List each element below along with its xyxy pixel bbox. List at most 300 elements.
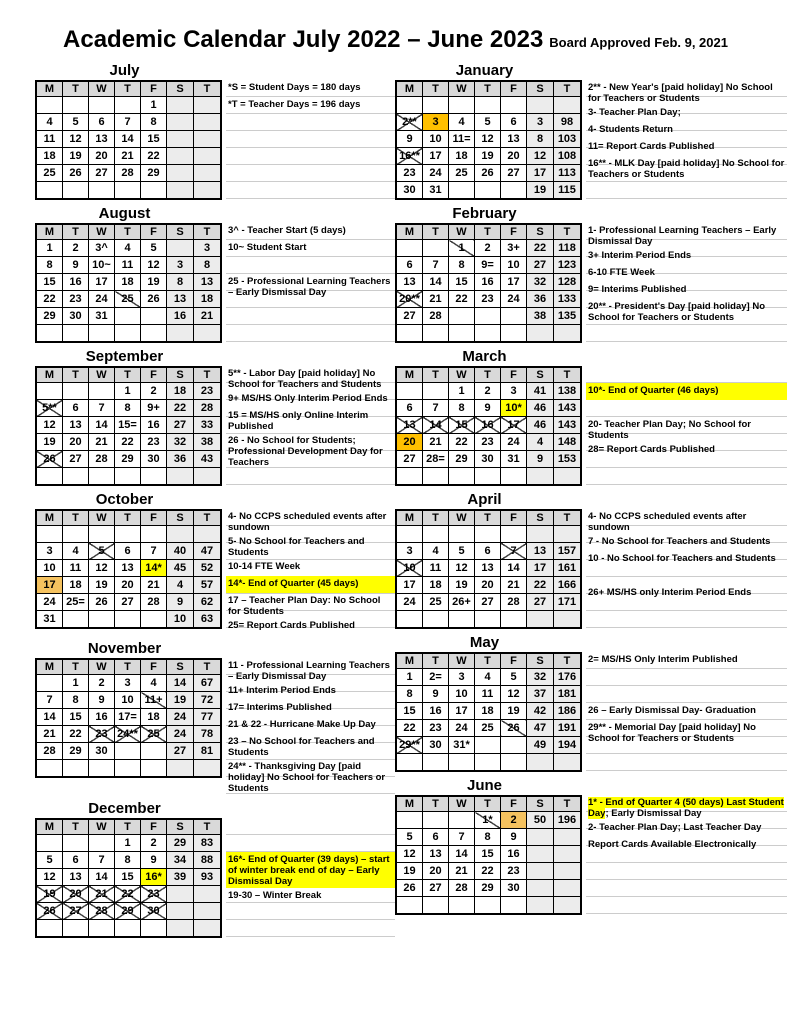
day-cell: 11+	[141, 692, 167, 709]
calendar-note: 5** - Labor Day [paid holiday] No School for Teachers and Students	[228, 368, 382, 390]
day-cell: 15	[396, 703, 423, 720]
teacher-days-cell: 28	[194, 400, 222, 417]
day-cell: 30	[141, 903, 167, 920]
teacher-days-cell	[554, 97, 582, 114]
day-cell: 27	[63, 451, 89, 468]
day-header-cell: S	[167, 819, 194, 835]
day-cell: 30	[141, 451, 167, 468]
day-cell	[89, 611, 115, 629]
teacher-days-cell	[194, 165, 222, 182]
day-cell: 9+	[141, 400, 167, 417]
teacher-days-cell: 52	[194, 560, 222, 577]
day-cell: 12	[501, 686, 527, 703]
calendar-note: 6-10 FTE Week	[588, 267, 655, 278]
month-title: March	[462, 348, 507, 365]
day-cell: 5	[89, 543, 115, 560]
day-cell: 1	[63, 675, 89, 692]
day-cell: 23	[141, 886, 167, 903]
day-cell: 20	[475, 577, 501, 594]
day-header-cell: T	[115, 224, 141, 240]
day-cell: 12	[396, 846, 423, 863]
student-days-cell: 39	[167, 869, 194, 886]
day-header-cell: M	[396, 796, 423, 812]
student-days-cell: 24	[167, 709, 194, 726]
day-cell	[423, 97, 449, 114]
student-days-cell: 8	[527, 131, 554, 148]
day-cell	[501, 526, 527, 543]
week-row	[36, 560, 221, 577]
month-body	[395, 652, 787, 772]
day-cell	[141, 920, 167, 938]
day-cell: 26	[36, 451, 63, 468]
day-cell: 19	[396, 863, 423, 880]
day-cell: 27	[501, 165, 527, 182]
day-cell: 1	[396, 669, 423, 686]
teacher-days-cell: 98	[554, 114, 582, 131]
day-cell	[89, 526, 115, 543]
day-cell: 29	[115, 451, 141, 468]
day-header-cell: W	[449, 367, 475, 383]
day-cell	[501, 897, 527, 915]
month-body	[35, 80, 395, 200]
teacher-days-cell	[554, 468, 582, 486]
week-row	[396, 526, 581, 543]
student-days-cell	[167, 325, 194, 343]
day-header-cell: T	[475, 796, 501, 812]
week-row	[396, 720, 581, 737]
day-cell: 29**	[396, 737, 423, 754]
day-header-row	[36, 659, 221, 675]
day-header-cell: T	[194, 819, 222, 835]
day-header-cell: M	[396, 81, 423, 97]
week-row	[36, 835, 221, 852]
day-header-cell: T	[63, 510, 89, 526]
day-cell: 8	[36, 257, 63, 274]
day-cell	[141, 325, 167, 343]
day-cell: 9	[475, 400, 501, 417]
teacher-days-cell: 133	[554, 291, 582, 308]
calendar-note: 19-30 – Winter Break	[228, 890, 322, 901]
day-cell: 8	[63, 692, 89, 709]
day-cell: 31	[423, 182, 449, 200]
day-cell: 23	[141, 434, 167, 451]
day-cell: 25=	[63, 594, 89, 611]
day-cell: 15	[475, 846, 501, 863]
day-header-cell: M	[36, 510, 63, 526]
day-cell: 23	[89, 726, 115, 743]
student-days-cell	[527, 611, 554, 629]
student-days-cell: 38	[527, 308, 554, 325]
day-cell	[475, 182, 501, 200]
day-cell	[449, 526, 475, 543]
day-header-cell: S	[527, 81, 554, 97]
day-header-cell: S	[527, 510, 554, 526]
day-cell: 4	[423, 543, 449, 560]
day-cell: 20	[396, 434, 423, 451]
day-header-cell: T	[63, 224, 89, 240]
day-cell: 8	[115, 400, 141, 417]
day-cell: 16	[475, 274, 501, 291]
day-cell: 22	[449, 434, 475, 451]
day-cell	[449, 468, 475, 486]
day-cell	[396, 240, 423, 257]
week-row	[36, 675, 221, 692]
day-cell: 9	[501, 829, 527, 846]
day-cell	[36, 526, 63, 543]
teacher-days-cell	[194, 468, 222, 486]
day-cell: 22	[115, 886, 141, 903]
day-header-cell: T	[423, 81, 449, 97]
day-cell: 5	[141, 240, 167, 257]
day-cell	[396, 383, 423, 400]
day-cell	[141, 760, 167, 778]
day-cell: 27	[423, 880, 449, 897]
teacher-days-cell: 123	[554, 257, 582, 274]
day-header-cell: S	[527, 653, 554, 669]
week-row	[36, 400, 221, 417]
day-cell	[423, 611, 449, 629]
student-days-cell: 22	[167, 400, 194, 417]
teacher-days-cell: 153	[554, 451, 582, 468]
day-cell: 12	[475, 131, 501, 148]
student-days-cell	[167, 114, 194, 131]
week-row	[36, 886, 221, 903]
month-title: July	[109, 62, 140, 79]
calendar-note: 29** - Memorial Day [paid holiday] No School for Teachers or Students	[588, 722, 756, 744]
week-row	[396, 560, 581, 577]
teacher-days-cell	[194, 182, 222, 200]
student-days-cell: 46	[527, 417, 554, 434]
day-cell: 29	[115, 903, 141, 920]
day-header-cell: T	[115, 81, 141, 97]
day-cell: 22	[475, 863, 501, 880]
student-days-cell: 22	[527, 240, 554, 257]
day-cell: 8	[141, 114, 167, 131]
day-cell: 9	[89, 692, 115, 709]
day-cell: 4	[449, 114, 475, 131]
student-days-cell: 27	[527, 257, 554, 274]
week-row	[396, 114, 581, 131]
calendar-note: 3+ Interim Period Ends	[588, 250, 692, 261]
month-december	[35, 800, 395, 938]
day-cell	[449, 812, 475, 829]
day-cell: 4	[475, 669, 501, 686]
day-header-cell: F	[141, 819, 167, 835]
day-cell	[36, 468, 63, 486]
calendar-table	[35, 509, 222, 629]
day-header-cell: W	[89, 819, 115, 835]
day-cell: 21	[423, 434, 449, 451]
day-cell: 18	[449, 148, 475, 165]
calendar-note: 11+ Interim Period Ends	[228, 685, 336, 696]
student-days-cell	[527, 97, 554, 114]
calendar-table	[35, 658, 222, 778]
day-cell: 2	[141, 835, 167, 852]
student-days-cell: 40	[167, 543, 194, 560]
teacher-days-cell: 93	[194, 869, 222, 886]
day-cell	[115, 308, 141, 325]
week-row	[396, 240, 581, 257]
day-cell: 3^	[89, 240, 115, 257]
calendar-note: 16** - MLK Day [paid holiday] No School for Teachers or Students	[588, 158, 785, 180]
month-notes	[226, 818, 395, 938]
teacher-days-cell	[194, 760, 222, 778]
day-cell: 26	[89, 594, 115, 611]
day-header-cell: T	[423, 224, 449, 240]
student-days-cell: 13	[167, 291, 194, 308]
day-header-cell: F	[501, 796, 527, 812]
day-cell: 21	[141, 577, 167, 594]
day-header-row	[36, 510, 221, 526]
day-cell	[141, 308, 167, 325]
day-cell: 31	[501, 451, 527, 468]
day-cell: 3+	[501, 240, 527, 257]
month-body	[395, 795, 787, 915]
month-notes	[586, 223, 787, 343]
week-row	[36, 131, 221, 148]
day-cell: 15	[449, 274, 475, 291]
day-header-cell: M	[36, 659, 63, 675]
day-header-cell: F	[501, 510, 527, 526]
calendar-note: 26 - No School for Students; Professional Development Day for Teachers	[228, 435, 383, 468]
week-row	[396, 434, 581, 451]
month-may	[395, 634, 787, 772]
day-cell: 24	[89, 291, 115, 308]
day-cell: 4	[63, 543, 89, 560]
day-cell: 18	[423, 577, 449, 594]
day-cell: 24	[423, 165, 449, 182]
calendar-note: 4- No CCPS scheduled events after sundown	[228, 511, 387, 533]
day-cell	[423, 468, 449, 486]
day-cell: 16	[475, 417, 501, 434]
teacher-days-cell	[554, 880, 582, 897]
day-cell: 13	[89, 131, 115, 148]
week-row	[36, 97, 221, 114]
teacher-days-cell: 176	[554, 669, 582, 686]
day-header-cell: W	[89, 224, 115, 240]
day-cell	[475, 737, 501, 754]
day-header-cell: T	[423, 367, 449, 383]
teacher-days-cell: 115	[554, 182, 582, 200]
month-january	[395, 62, 787, 200]
student-days-cell: 24	[167, 726, 194, 743]
student-days-cell: 9	[527, 451, 554, 468]
teacher-days-cell: 33	[194, 417, 222, 434]
day-cell: 19	[475, 148, 501, 165]
calendar-note: 17= Interims Published	[228, 702, 332, 713]
day-cell: 29	[449, 451, 475, 468]
month-title: June	[466, 777, 502, 794]
calendar-table	[395, 366, 582, 486]
calendar-note: 5- No School for Teachers and Students	[228, 536, 365, 558]
calendar-note: 2** - New Year's [paid holiday] No School for Teachers or Students	[588, 82, 773, 104]
day-header-cell: T	[63, 659, 89, 675]
day-cell	[396, 897, 423, 915]
calendar-table	[395, 652, 582, 772]
student-days-cell	[527, 880, 554, 897]
teacher-days-cell: 161	[554, 560, 582, 577]
day-cell: 23	[423, 720, 449, 737]
day-cell: 22	[449, 291, 475, 308]
day-cell: 13	[396, 417, 423, 434]
week-row	[396, 400, 581, 417]
teacher-days-cell: 88	[194, 852, 222, 869]
day-cell: 17	[423, 148, 449, 165]
student-days-cell	[167, 182, 194, 200]
teacher-days-cell	[554, 611, 582, 629]
day-cell: 8	[115, 852, 141, 869]
month-body	[395, 366, 787, 486]
student-days-cell: 9	[167, 594, 194, 611]
week-row	[36, 920, 221, 938]
day-cell: 27	[396, 451, 423, 468]
calendar-table	[35, 223, 222, 343]
day-header-cell: M	[36, 367, 63, 383]
day-cell: 6	[396, 257, 423, 274]
day-header-cell: S	[167, 81, 194, 97]
day-cell: 25	[449, 165, 475, 182]
week-row	[396, 594, 581, 611]
calendar-note: 28= Report Cards Published	[588, 444, 715, 455]
day-cell: 11	[115, 257, 141, 274]
teacher-days-cell	[194, 325, 222, 343]
day-cell: 13	[63, 869, 89, 886]
student-days-cell	[167, 760, 194, 778]
day-cell	[115, 468, 141, 486]
day-cell: 10	[36, 560, 63, 577]
student-days-cell: 36	[527, 291, 554, 308]
student-days-cell: 4	[167, 577, 194, 594]
month-title: May	[469, 634, 500, 651]
student-days-cell: 27	[167, 417, 194, 434]
day-cell	[141, 526, 167, 543]
week-row	[36, 148, 221, 165]
day-header-cell: F	[141, 510, 167, 526]
month-title: August	[98, 205, 151, 222]
student-days-cell	[527, 846, 554, 863]
week-row	[36, 594, 221, 611]
day-cell: 25	[141, 726, 167, 743]
day-cell: 14	[89, 417, 115, 434]
day-header-row	[36, 81, 221, 97]
teacher-days-cell	[194, 114, 222, 131]
day-cell	[449, 754, 475, 772]
day-cell: 3	[501, 383, 527, 400]
day-cell: 21	[115, 148, 141, 165]
month-august	[35, 205, 395, 343]
day-cell: 3	[36, 543, 63, 560]
day-cell	[396, 97, 423, 114]
student-days-cell: 18	[167, 383, 194, 400]
day-header-cell: S	[167, 510, 194, 526]
month-november	[35, 640, 395, 795]
day-header-cell: M	[36, 224, 63, 240]
teacher-days-cell: 72	[194, 692, 222, 709]
day-cell	[36, 675, 63, 692]
day-cell: 9	[396, 131, 423, 148]
day-header-cell: W	[449, 81, 475, 97]
day-cell: 5**	[36, 400, 63, 417]
note-segment: 1* - End of Quarter 4 (50 days) Last Student Day	[588, 797, 784, 819]
student-days-cell: 49	[527, 737, 554, 754]
day-cell: 17	[501, 274, 527, 291]
week-row	[36, 526, 221, 543]
day-cell: 17	[36, 577, 63, 594]
day-header-cell: F	[501, 81, 527, 97]
day-cell: 22	[115, 434, 141, 451]
teacher-days-cell: 181	[554, 686, 582, 703]
day-cell: 28	[449, 880, 475, 897]
day-cell	[396, 325, 423, 343]
month-body	[395, 509, 787, 629]
student-days-cell: 17	[527, 165, 554, 182]
teacher-days-cell: 3	[194, 240, 222, 257]
day-cell: 10	[423, 131, 449, 148]
calendar-note: 10 - No School for Teachers and Students	[588, 553, 776, 564]
day-cell: 6	[423, 829, 449, 846]
month-title: December	[88, 800, 161, 817]
day-cell: 1	[449, 383, 475, 400]
student-days-cell: 14	[167, 675, 194, 692]
day-header-cell: T	[115, 819, 141, 835]
day-cell	[501, 468, 527, 486]
day-cell	[89, 920, 115, 938]
calendar-note: 2= MS/HS Only Interim Published	[588, 654, 738, 665]
day-cell: 25	[423, 594, 449, 611]
month-body	[35, 509, 395, 635]
calendar-note: 9= Interims Published	[588, 284, 687, 295]
teacher-days-cell	[194, 97, 222, 114]
day-cell	[449, 97, 475, 114]
day-cell: 17	[449, 703, 475, 720]
calendar-note: 3^ - Teacher Start (5 days)	[228, 225, 346, 236]
day-cell: 8	[475, 829, 501, 846]
day-cell: 8	[449, 257, 475, 274]
week-row	[36, 451, 221, 468]
day-cell: 7	[141, 543, 167, 560]
day-cell: 14	[423, 417, 449, 434]
teacher-days-cell	[554, 325, 582, 343]
day-cell: 29	[475, 880, 501, 897]
student-days-cell	[527, 897, 554, 915]
day-cell	[115, 611, 141, 629]
day-cell: 10	[449, 686, 475, 703]
day-cell: 28	[89, 451, 115, 468]
day-cell	[63, 920, 89, 938]
week-row	[36, 692, 221, 709]
student-days-cell	[527, 829, 554, 846]
week-row	[396, 863, 581, 880]
week-row	[396, 737, 581, 754]
teacher-days-cell: 83	[194, 835, 222, 852]
month-july	[35, 62, 395, 200]
day-cell: 3	[423, 114, 449, 131]
day-cell	[63, 97, 89, 114]
day-cell: 28	[36, 743, 63, 760]
day-cell: 26	[63, 165, 89, 182]
student-days-cell: 32	[167, 434, 194, 451]
day-cell: 6	[396, 400, 423, 417]
day-cell: 11	[36, 131, 63, 148]
day-cell: 2	[89, 675, 115, 692]
day-header-cell: T	[115, 510, 141, 526]
week-row	[36, 417, 221, 434]
day-cell: 6	[63, 852, 89, 869]
day-cell	[475, 611, 501, 629]
day-cell: 1	[115, 835, 141, 852]
day-cell: 18	[115, 274, 141, 291]
day-header-cell: T	[194, 224, 222, 240]
